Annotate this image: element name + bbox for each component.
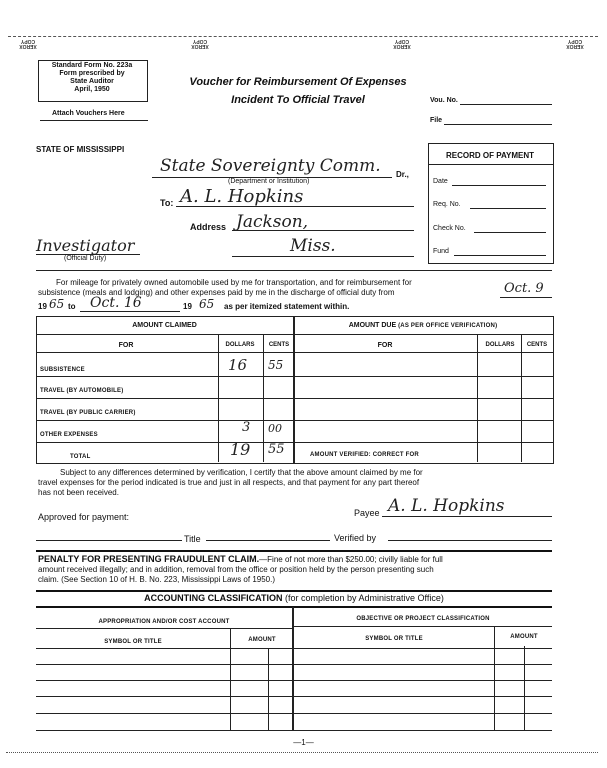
due-heading-text: AMOUNT DUE [348,322,397,329]
table-row-dollars: 16 [228,356,248,374]
table-row-label: OTHER EXPENSES [40,432,98,438]
amount-verified: AMOUNT VERIFIED: CORRECT FOR [310,452,419,458]
record-req-line[interactable] [470,208,546,209]
title-label: Title [184,534,201,544]
table-row-dollars: 3 [242,420,251,435]
penalty-line-2: amount received illegally; and in addition, removal from the office or position held by the person presenting such [38,565,434,574]
record-check-label: Check No. [433,225,466,232]
table-row-cents: 00 [268,422,282,435]
payee-line [382,516,552,517]
from-date: Oct. 9 [504,281,544,296]
official-duty-value: Investigator [36,236,135,255]
form-id-line: April, 1950 [74,86,110,93]
claimed-col-for: FOR [118,342,134,349]
xerox-stamp: XEROX COPY [393,38,411,49]
left-symbol-header: SYMBOL OR TITLE [104,639,162,645]
vou-no-label: Vou. No. [430,97,458,104]
accounting-subhead-line [36,628,292,629]
accounting-note: (for completion by Administrative Office) [284,593,444,603]
xerox-stamp: XEROX COPY [191,38,209,49]
table-row-line [36,376,553,377]
address-line-1 [232,230,414,231]
year-prefix-1: 19 [38,302,47,311]
table-row-label: TRAVEL (BY PUBLIC CARRIER) [40,410,136,416]
vou-no-line[interactable] [460,104,552,105]
year-1: 65 [49,297,65,311]
to-value: A. L. Hopkins [180,186,304,207]
record-date-label: Date [433,178,448,185]
statement-line-2: subsistence (meals and lodging) and other expenses paid by me in the discharge of official duty from [38,288,395,297]
accounting-subhead-line [294,626,552,627]
to-label: To: [160,198,174,208]
accounting-heading-rule [36,606,552,608]
title-line[interactable] [206,540,330,541]
penalty-line-3: claim. (See Section 10 of H. B. No. 223, Mississippi Laws of 1950.) [38,575,275,584]
to-date: Oct. 16 [90,295,142,311]
record-check-line[interactable] [474,232,546,233]
form-title: Voucher for Reimbursement Of Expenses [189,76,407,88]
fold-line [8,36,598,37]
dr-label: Dr., [396,170,409,179]
address-label: Address [190,222,227,232]
penalty-line-1-text: —Fine of not more than $250.00; civilly liable for full [259,555,443,564]
table-row-label: TRAVEL (BY AUTOMOBILE) [40,388,124,394]
table-row-line [36,442,553,443]
approved-label: Approved for payment: [38,512,130,522]
claimed-col-cents: CENTS [268,342,290,348]
total-cents: 55 [268,442,285,457]
payee-label: Payee [354,508,380,518]
verified-by-line[interactable] [388,540,552,541]
total-label: TOTAL [70,454,91,460]
page-number: —1— [293,738,314,747]
objective-heading: OBJECTIVE OR PROJECT CLASSIFICATION [356,616,490,622]
approved-signature-line[interactable] [36,540,182,541]
record-fund-line[interactable] [454,255,546,256]
form-id-line: Standard Form No. 223a [51,62,133,69]
address-line-2 [232,256,414,257]
left-cents-divider [268,648,269,731]
payee-signature: A. L. Hopkins [388,496,505,516]
due-heading [294,322,552,329]
penalty-top-rule [36,550,552,552]
form-id-line: Form prescribed by [59,70,125,77]
accounting-row-line [36,713,552,714]
certify-line-3: has not been received. [38,488,119,497]
accounting-title [36,593,552,603]
table-row-line [36,420,553,421]
table-head-line [36,334,553,335]
certify-line-2: travel expenses for the period indicated is true and just in all respects, and that payment for any part thereof [38,478,420,487]
record-divider [428,164,553,165]
from-date-line [500,297,552,298]
form-id-line: State Auditor [70,78,114,85]
table-row-line [36,352,553,353]
address-value-2: Miss. [290,236,336,256]
penalty-line-1 [38,554,443,564]
table-row-label: SUBSISTENCE [40,367,85,373]
form-id [38,62,146,94]
right-amount-divider [494,626,495,731]
table-row-line [36,398,553,399]
right-cents-divider [524,646,525,731]
accounting-top-rule [36,590,552,592]
statement-line-1: For mileage for privately owned automobile used by me for transportation, and for reimbursement for [56,278,412,287]
claimed-col-dollars: DOLLARS [225,342,255,348]
statement-suffix: as per itemized statement within. [224,302,350,311]
penalty-heading: PENALTY FOR PRESENTING FRAUDULENT CLAIM. [38,554,260,564]
accounting-row-line [36,664,552,665]
department-value: State Sovereignty Comm. [160,156,381,176]
year-2: 65 [199,297,215,311]
xerox-stamp: XEROX COPY [566,38,584,49]
table-row-cents: 55 [268,358,284,372]
accounting-heading: ACCOUNTING CLASSIFICATION [144,593,283,603]
year-prefix-2: 19 [183,302,192,311]
department-caption: (Department or Institution) [228,178,310,185]
verified-by-label: Verified by [334,533,377,543]
right-amount-header: AMOUNT [510,634,538,640]
due-heading-note: (AS PER OFFICE VERIFICATION) [398,323,498,329]
to-date-line [80,311,180,312]
state-label: STATE OF MISSISSIPPI [36,145,125,154]
record-title: RECORD OF PAYMENT [445,151,534,160]
attach-underline [40,120,148,121]
file-line[interactable] [444,124,552,125]
official-duty-caption: (Official Duty) [64,255,107,262]
to-word: to [68,302,76,311]
appropriation-heading: APPROPRIATION AND/OR COST ACCOUNT [98,619,230,625]
right-symbol-header: SYMBOL OR TITLE [365,636,423,642]
total-dollars: 19 [230,440,251,459]
accounting-row-line [36,696,552,697]
certify-line-1: Subject to any differences determined by verification, I certify that the above amount claimed by me for [60,468,423,477]
xerox-stamp: XEROX COPY [19,38,37,49]
due-col-cents: CENTS [526,342,548,348]
address-value-1: Jackson, [236,212,309,232]
record-date-line[interactable] [452,185,546,186]
file-label: File [430,117,443,124]
table-center-divider [293,316,295,463]
section-divider [36,270,552,271]
due-col-dollars: DOLLARS [485,342,515,348]
form-subtitle: Incident To Official Travel [231,94,365,106]
record-fund-label: Fund [433,248,449,255]
record-req-label: Req. No. [433,201,461,208]
accounting-row-line [36,648,552,649]
due-col-for: FOR [377,342,393,349]
attach-note: Attach Vouchers Here [52,110,125,117]
to-line [176,206,414,207]
claimed-heading: AMOUNT CLAIMED [132,322,197,329]
bottom-fold-line [6,752,598,753]
accounting-bottom-line [36,730,552,731]
left-amount-header: AMOUNT [248,637,276,643]
accounting-row-line [36,680,552,681]
